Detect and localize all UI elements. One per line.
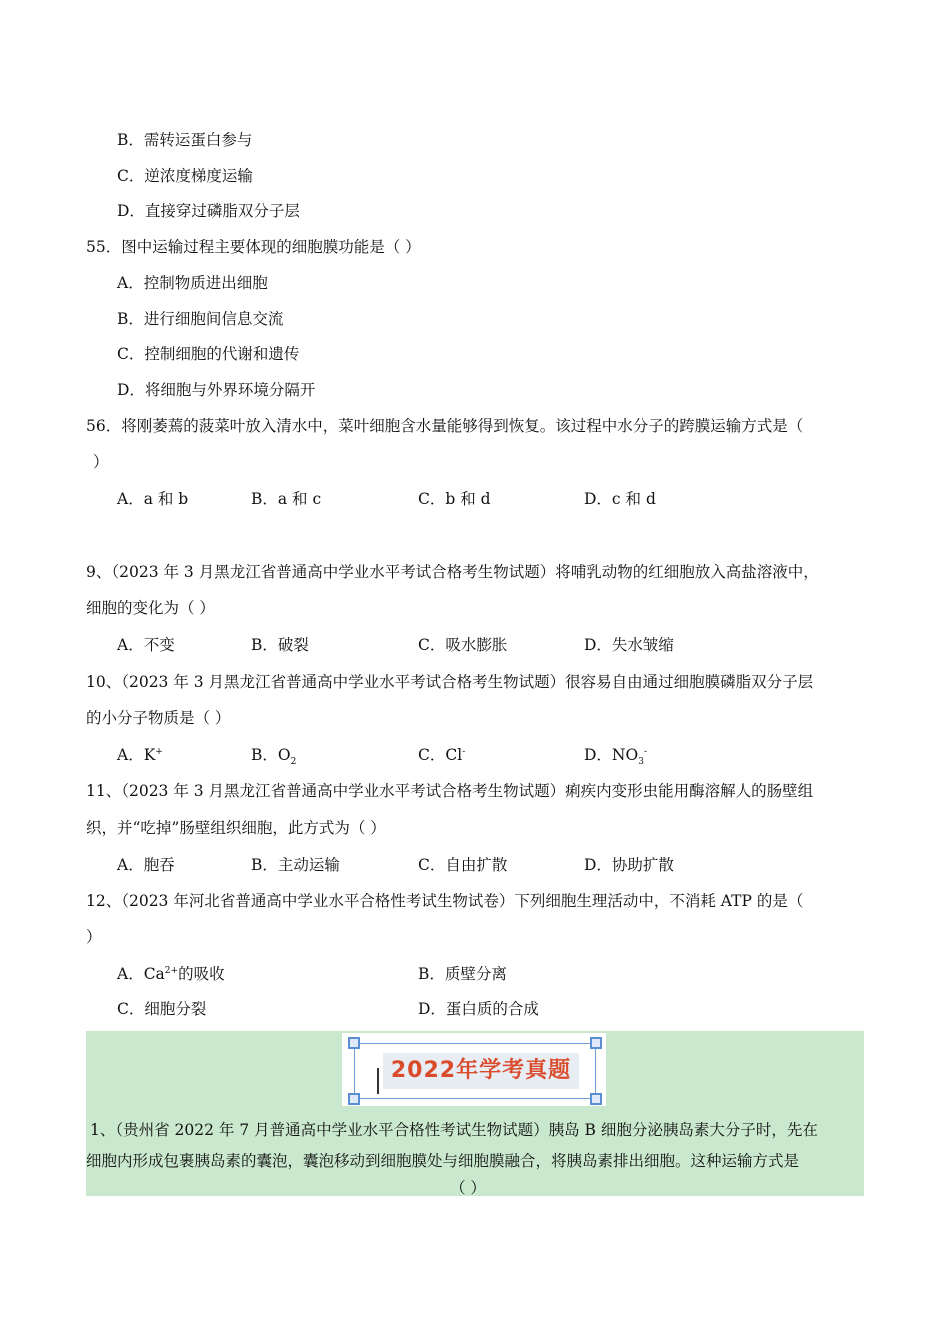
q54-option-b: B．需转运蛋白参与 (117, 131, 253, 149)
q12-stem-line1: 12、（2023 年河北省普通高中学业水平合格性考试生物试卷）下列细胞生理活动中，不消耗 ATP 的是（ (86, 892, 804, 910)
q10-option-b (251, 745, 297, 768)
q10-option-c-charge: - (462, 746, 466, 757)
q9-stem-line1: 9、（2023 年 3 月黑龙江省普通高中学业水平考试合格考生物试题）将哺乳动物的红细胞放入高盐溶液中， (86, 563, 819, 581)
q9-stem-line2: 细胞的变化为（ ） (86, 599, 215, 617)
banner-corner-icon (590, 1093, 602, 1105)
q56-stem-line1: 56．将刚萎蔫的菠菜叶放入清水中，菜叶细胞含水量能够得到恢复。该过程中水分子的跨膜运输方式是（ (86, 417, 804, 435)
q12-stem-line2: ） (86, 928, 102, 946)
q10-option-c-text: C．Cl (418, 746, 463, 764)
q12-option-a-charge: 2+ (164, 965, 179, 976)
q11-option-c: C．自由扩散 (418, 856, 508, 874)
banner-corner-icon (348, 1037, 360, 1049)
q9-option-a: A．不变 (117, 636, 175, 654)
q12-option-c: C．细胞分裂 (117, 1000, 207, 1018)
q10-option-d-text: D．NO (584, 746, 639, 764)
q11-option-a: A．胞吞 (117, 856, 175, 874)
q56-option-a: A．a 和 b (117, 490, 189, 508)
q10-option-b-text: B．O (251, 746, 291, 764)
q56-option-c: C．b 和 d (418, 490, 491, 508)
q10-option-d (584, 745, 647, 768)
q11-option-d: D．协助扩散 (584, 856, 674, 874)
q11-stem-line2: 织，并“吃掉”肠壁组织细胞，此方式为（ ） (86, 819, 386, 837)
q9-option-d: D．失水皱缩 (584, 636, 674, 654)
q9-option-c: C．吸水膨胀 (418, 636, 508, 654)
q10-stem-line1: 10、（2023 年 3 月黑龙江省普通高中学业水平考试合格考生物试题）很容易自由通过细胞膜磷脂双分子层 (86, 673, 814, 691)
q10-option-a-charge: + (155, 746, 163, 757)
banner-corner-icon (348, 1093, 360, 1105)
q10-option-a (117, 745, 163, 765)
q12-option-d: D．蛋白质的合成 (418, 1000, 539, 1018)
q10-option-b-subscript: 2 (290, 757, 297, 768)
section-q1-line2: 细胞内形成包裹胰岛素的囊泡，囊泡移动到细胞膜处与细胞膜融合，将胰岛素排出细胞。这种运输方式是 (86, 1152, 800, 1170)
q55-option-c: C．控制细胞的代谢和遗传 (117, 345, 300, 363)
q56-option-d: D．c 和 d (584, 490, 656, 508)
q55-option-a: A．控制物质进出细胞 (117, 274, 268, 292)
section-q1-line3: （ ） (450, 1179, 486, 1197)
text-cursor-icon (377, 1068, 379, 1094)
q12-option-a-suffix: 的吸收 (178, 965, 225, 983)
q10-option-d-charge: - (643, 746, 647, 757)
q12-option-b: B．质壁分离 (418, 965, 507, 983)
section-title: 2022年学考真题 (383, 1053, 579, 1089)
q54-option-c: C．逆浓度梯度运输 (117, 167, 253, 185)
q54-option-d: D．直接穿过磷脂双分子层 (117, 202, 300, 220)
section-banner (342, 1033, 606, 1106)
q10-option-a-text: A．K (117, 746, 156, 764)
q55-stem: 55．图中运输过程主要体现的细胞膜功能是（ ） (86, 238, 421, 256)
q55-option-d: D．将细胞与外界环境分隔开 (117, 381, 316, 399)
q55-option-b: B．进行细胞间信息交流 (117, 310, 284, 328)
q12-option-a (117, 964, 225, 984)
q10-option-c (418, 745, 465, 765)
q10-stem-line2: 的小分子物质是（ ） (86, 709, 231, 727)
q11-option-b: B．主动运输 (251, 856, 340, 874)
banner-frame (354, 1043, 596, 1099)
q12-option-a-text: A．Ca (117, 965, 165, 983)
q56-stem-line2: ） (93, 453, 109, 471)
section-q1-line1: 1、（贵州省 2022 年 7 月普通高中学业水平合格性考试生物试题）胰岛 B 细胞分泌胰岛素大分子时，先在 (90, 1121, 818, 1139)
q11-stem-line1: 11、（2023 年 3 月黑龙江省普通高中学业水平考试合格考生物试题）痢疾内变形虫能用酶溶解人的肠壁组 (86, 782, 814, 800)
q56-option-b: B．a 和 c (251, 490, 322, 508)
q9-option-b: B．破裂 (251, 636, 309, 654)
banner-corner-icon (590, 1037, 602, 1049)
q10-option-d-subscript: 3 (638, 757, 644, 768)
